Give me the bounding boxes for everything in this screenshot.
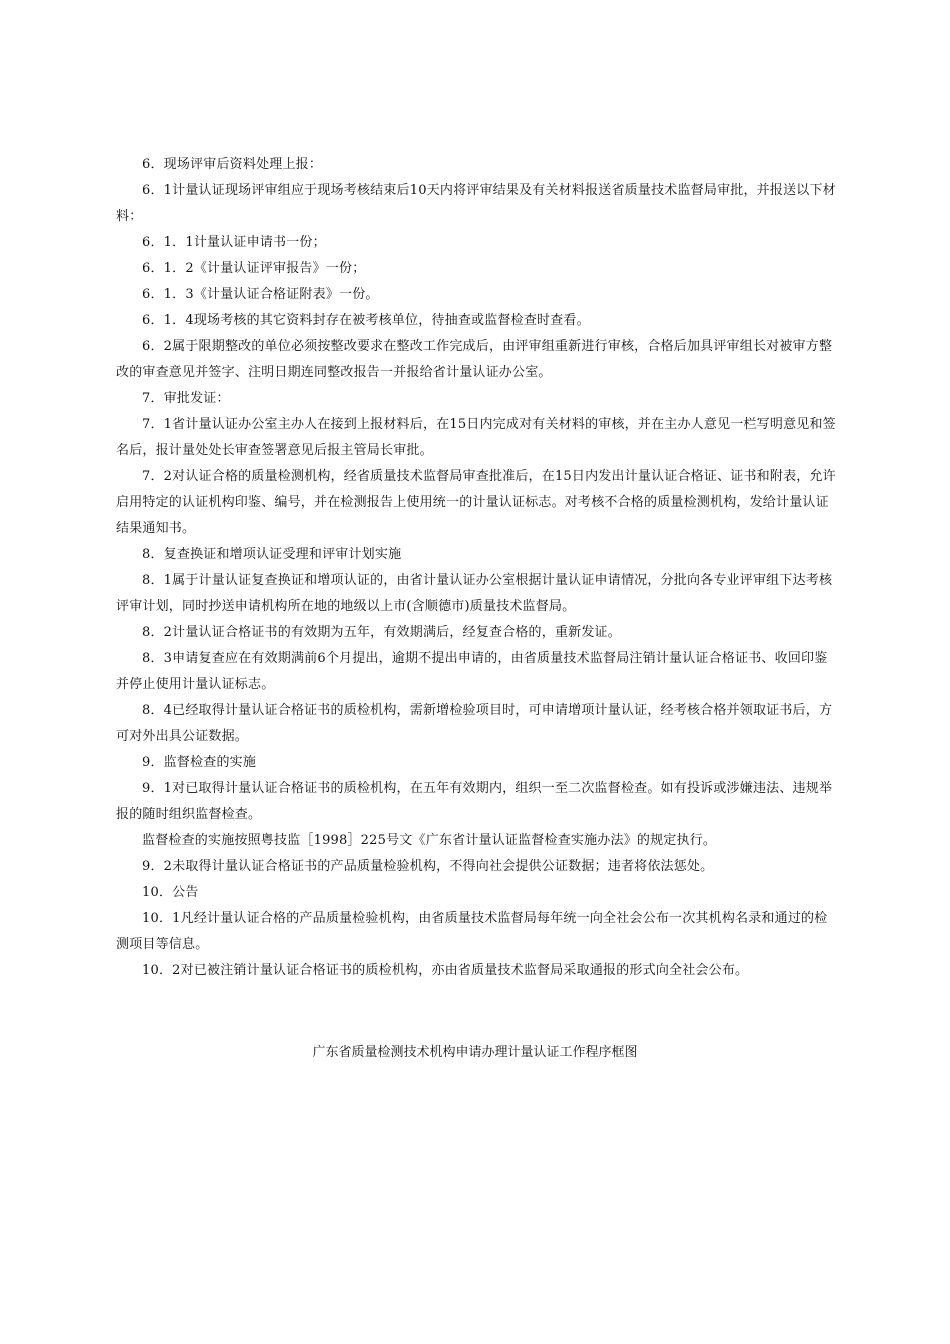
paragraph-6: 6．现场评审后资料处理上报： bbox=[142, 157, 323, 172]
paragraph-8-4: 8．4已经取得计量认证合格证书的质检机构，需新增检验项目时，可申请增项计量认证，经考核合格并领取证书后，方可对外出具公证数据。 bbox=[116, 703, 833, 744]
paragraph-9-1-note: 监督检查的实施按照粤技监［1998］225号文《广东省计量认证监督检查实施办法》的规定执行。 bbox=[142, 833, 717, 848]
paragraph-7-1: 7．1省计量认证办公室主办人在接到上报材料后，在15日内完成对有关材料的审核，并在主办人意见一栏写明意见和签名后，报计量处处长审查签署意见后报主管局长审批。 bbox=[116, 417, 836, 458]
paragraph-10-1: 10．1凡经计量认证合格的产品质量检验机构，由省质量技术监督局每年统一向全社会公布一次其机构名录和通过的检测项目等信息。 bbox=[116, 911, 828, 952]
figure-caption: 广东省质量检测技术机构申请办理计量认证工作程序框图 bbox=[312, 1045, 638, 1060]
paragraph-9: 9．监督检查的实施 bbox=[142, 755, 257, 770]
paragraph-6-1-1: 6．1．1计量认证申请书一份； bbox=[142, 235, 326, 250]
paragraph-6-1-2: 6．1．2《计量认证评审报告》一份； bbox=[142, 261, 366, 276]
document-body bbox=[116, 152, 836, 984]
paragraph-8-3: 8．3申请复查应在有效期满前6个月提出，逾期不提出申请的，由省质量技术监督局注销计量认证合格证书、收回印鉴并停止使用计量认证标志。 bbox=[116, 651, 828, 692]
paragraph-9-1: 9．1对已取得计量认证合格证书的质检机构，在五年有效期内，组织一至二次监督检查。如有投诉或涉嫌违法、违规举报的随时组织监督检查。 bbox=[116, 781, 833, 822]
paragraph-9-2: 9．2未取得计量认证合格证书的产品质量检验机构，不得向社会提供公证数据；违者将依法惩处。 bbox=[142, 859, 714, 874]
paragraph-8-1: 8．1属于计量认证复查换证和增项认证的，由省计量认证办公室根据计量认证申请情况，分批向各专业评审组下达考核评审计划，同时抄送申请机构所在地的地级以上市(含顺德市)质量技术监督局。 bbox=[116, 573, 833, 614]
paragraph-6-1: 6．1计量认证现场评审组应于现场考核结束后10天内将评审结果及有关材料报送省质量技术监督局审批，并报送以下材料： bbox=[116, 183, 836, 224]
paragraph-6-1-4: 6．1．4现场考核的其它资料封存在被考核单位，待抽查或监督检查时查看。 bbox=[142, 313, 590, 328]
paragraph-8: 8．复查换证和增项认证受理和评审计划实施 bbox=[142, 547, 402, 562]
paragraph-6-1-3: 6．1．3《计量认证合格证附表》一份。 bbox=[142, 287, 379, 302]
paragraph-7: 7．审批发证： bbox=[142, 391, 230, 406]
paragraph-6-2: 6．2属于限期整改的单位必须按整改要求在整改工作完成后，由评审组重新进行审核，合格后加具评审组长对被审方整改的审查意见并签字、注明日期连同整改报告一并报给省计量认证办公室。 bbox=[116, 339, 833, 380]
paragraph-10-2: 10．2对已被注销计量认证合格证书的质检机构，亦由省质量技术监督局采取通报的形式向全社会公布。 bbox=[142, 963, 749, 978]
paragraph-7-2: 7．2对认证合格的质量检测机构，经省质量技术监督局审查批准后，在15日内发出计量认证合格证、证书和附表，允许启用特定的认证机构印鉴、编号，并在检测报告上使用统一的计量认证标志。对考核不合格的质量检测机构，发给计量认证结果通知书。 bbox=[116, 469, 836, 536]
paragraph-10: 10．公告 bbox=[142, 885, 199, 900]
paragraph-8-2: 8．2计量认证合格证书的有效期为五年，有效期满后，经复查合格的，重新发证。 bbox=[142, 625, 621, 640]
